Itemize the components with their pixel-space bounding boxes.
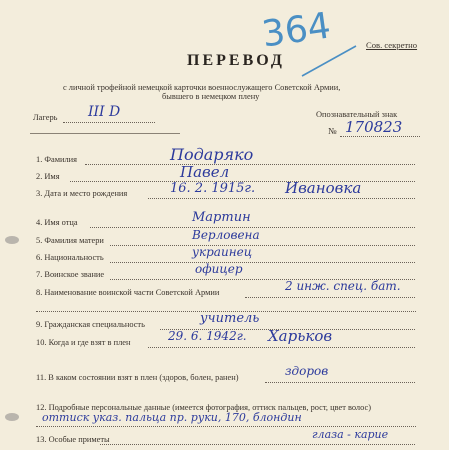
subtitle-line-2: бывшего в немецком плену xyxy=(162,92,260,101)
field-11-label: 11. В каком состоянии взят в плен (здоров, болен, ранен) xyxy=(36,373,239,382)
field-13-value: глаза - карие xyxy=(312,428,389,441)
field-6-rule xyxy=(110,262,415,263)
field-10-place: Харьков xyxy=(268,327,333,345)
field-10-rule xyxy=(148,347,415,348)
punch-hole-top xyxy=(5,236,19,244)
field-1-rule xyxy=(85,164,415,165)
camp-label: Лагерь xyxy=(33,113,58,122)
id-mark-prefix: № xyxy=(328,126,337,136)
camp-rule-2 xyxy=(30,133,180,134)
field-12-rule xyxy=(36,426,416,427)
field-7-label: 7. Воинское звание xyxy=(36,270,105,279)
field-1-value: Подаряко xyxy=(170,145,254,164)
blue-pencil-stroke xyxy=(300,40,360,80)
field-5-rule xyxy=(110,245,415,246)
field-11-rule xyxy=(265,382,415,383)
subtitle-line-1: с личной трофейной немецкой карточки военнослужащего Советской Армии, xyxy=(63,83,341,92)
field-4-label: 4. Имя отца xyxy=(36,218,78,227)
id-mark-label: Опознавательный знак xyxy=(316,110,398,119)
field-5-value: Верловена xyxy=(192,228,260,242)
field-3-place: Ивановка xyxy=(285,179,362,197)
field-9-value: учитель xyxy=(200,311,260,326)
field-3-label: 3. Дата и место рождения xyxy=(36,189,128,198)
field-10-label: 10. Когда и где взят в плен xyxy=(36,338,131,347)
camp-rule xyxy=(63,122,155,123)
camp-value: III D xyxy=(88,104,121,120)
field-2-value: Павел xyxy=(180,163,230,181)
field-2-label: 2. Имя xyxy=(36,172,60,181)
field-7-value: офицер xyxy=(195,262,243,276)
id-mark-rule xyxy=(340,136,420,137)
secret-stamp: Сов. секретно xyxy=(366,40,418,50)
field-9-label: 9. Гражданская специальность xyxy=(36,320,145,329)
field-10-date: 29. 6. 1942г. xyxy=(168,329,247,343)
punch-hole-bottom xyxy=(5,413,19,421)
field-3-rule xyxy=(148,198,415,199)
field-11-value: здоров xyxy=(285,364,329,378)
field-3-date: 16. 2. 1915г. xyxy=(170,181,256,196)
handwritten-number: 364 xyxy=(259,5,334,56)
field-5-label: 5. Фамилия матери xyxy=(36,236,104,245)
field-6-value: украинец xyxy=(192,245,253,259)
field-8-rule xyxy=(245,297,415,298)
field-13-rule xyxy=(100,444,415,445)
field-13-label: 13. Особые приметы xyxy=(36,435,110,444)
document-title: ПЕРЕВОД xyxy=(187,52,285,69)
id-mark-value: 170823 xyxy=(345,118,403,136)
field-12-value: оттиск указ. пальца пр. руки, 170, блондин xyxy=(42,411,302,424)
field-4-value: Мартин xyxy=(192,210,251,225)
field-6-label: 6. Национальность xyxy=(36,253,104,262)
field-8-value: 2 инж. спец. бат. xyxy=(285,279,401,293)
field-1-label: 1. Фамилия xyxy=(36,155,78,164)
field-8-label: 8. Наименование воинской части Советской Армии xyxy=(36,288,220,297)
field-12-label: 12. Подробные персональные данные (имеется фотография, оттиск пальцев, рост, цвет волос) xyxy=(36,403,371,412)
